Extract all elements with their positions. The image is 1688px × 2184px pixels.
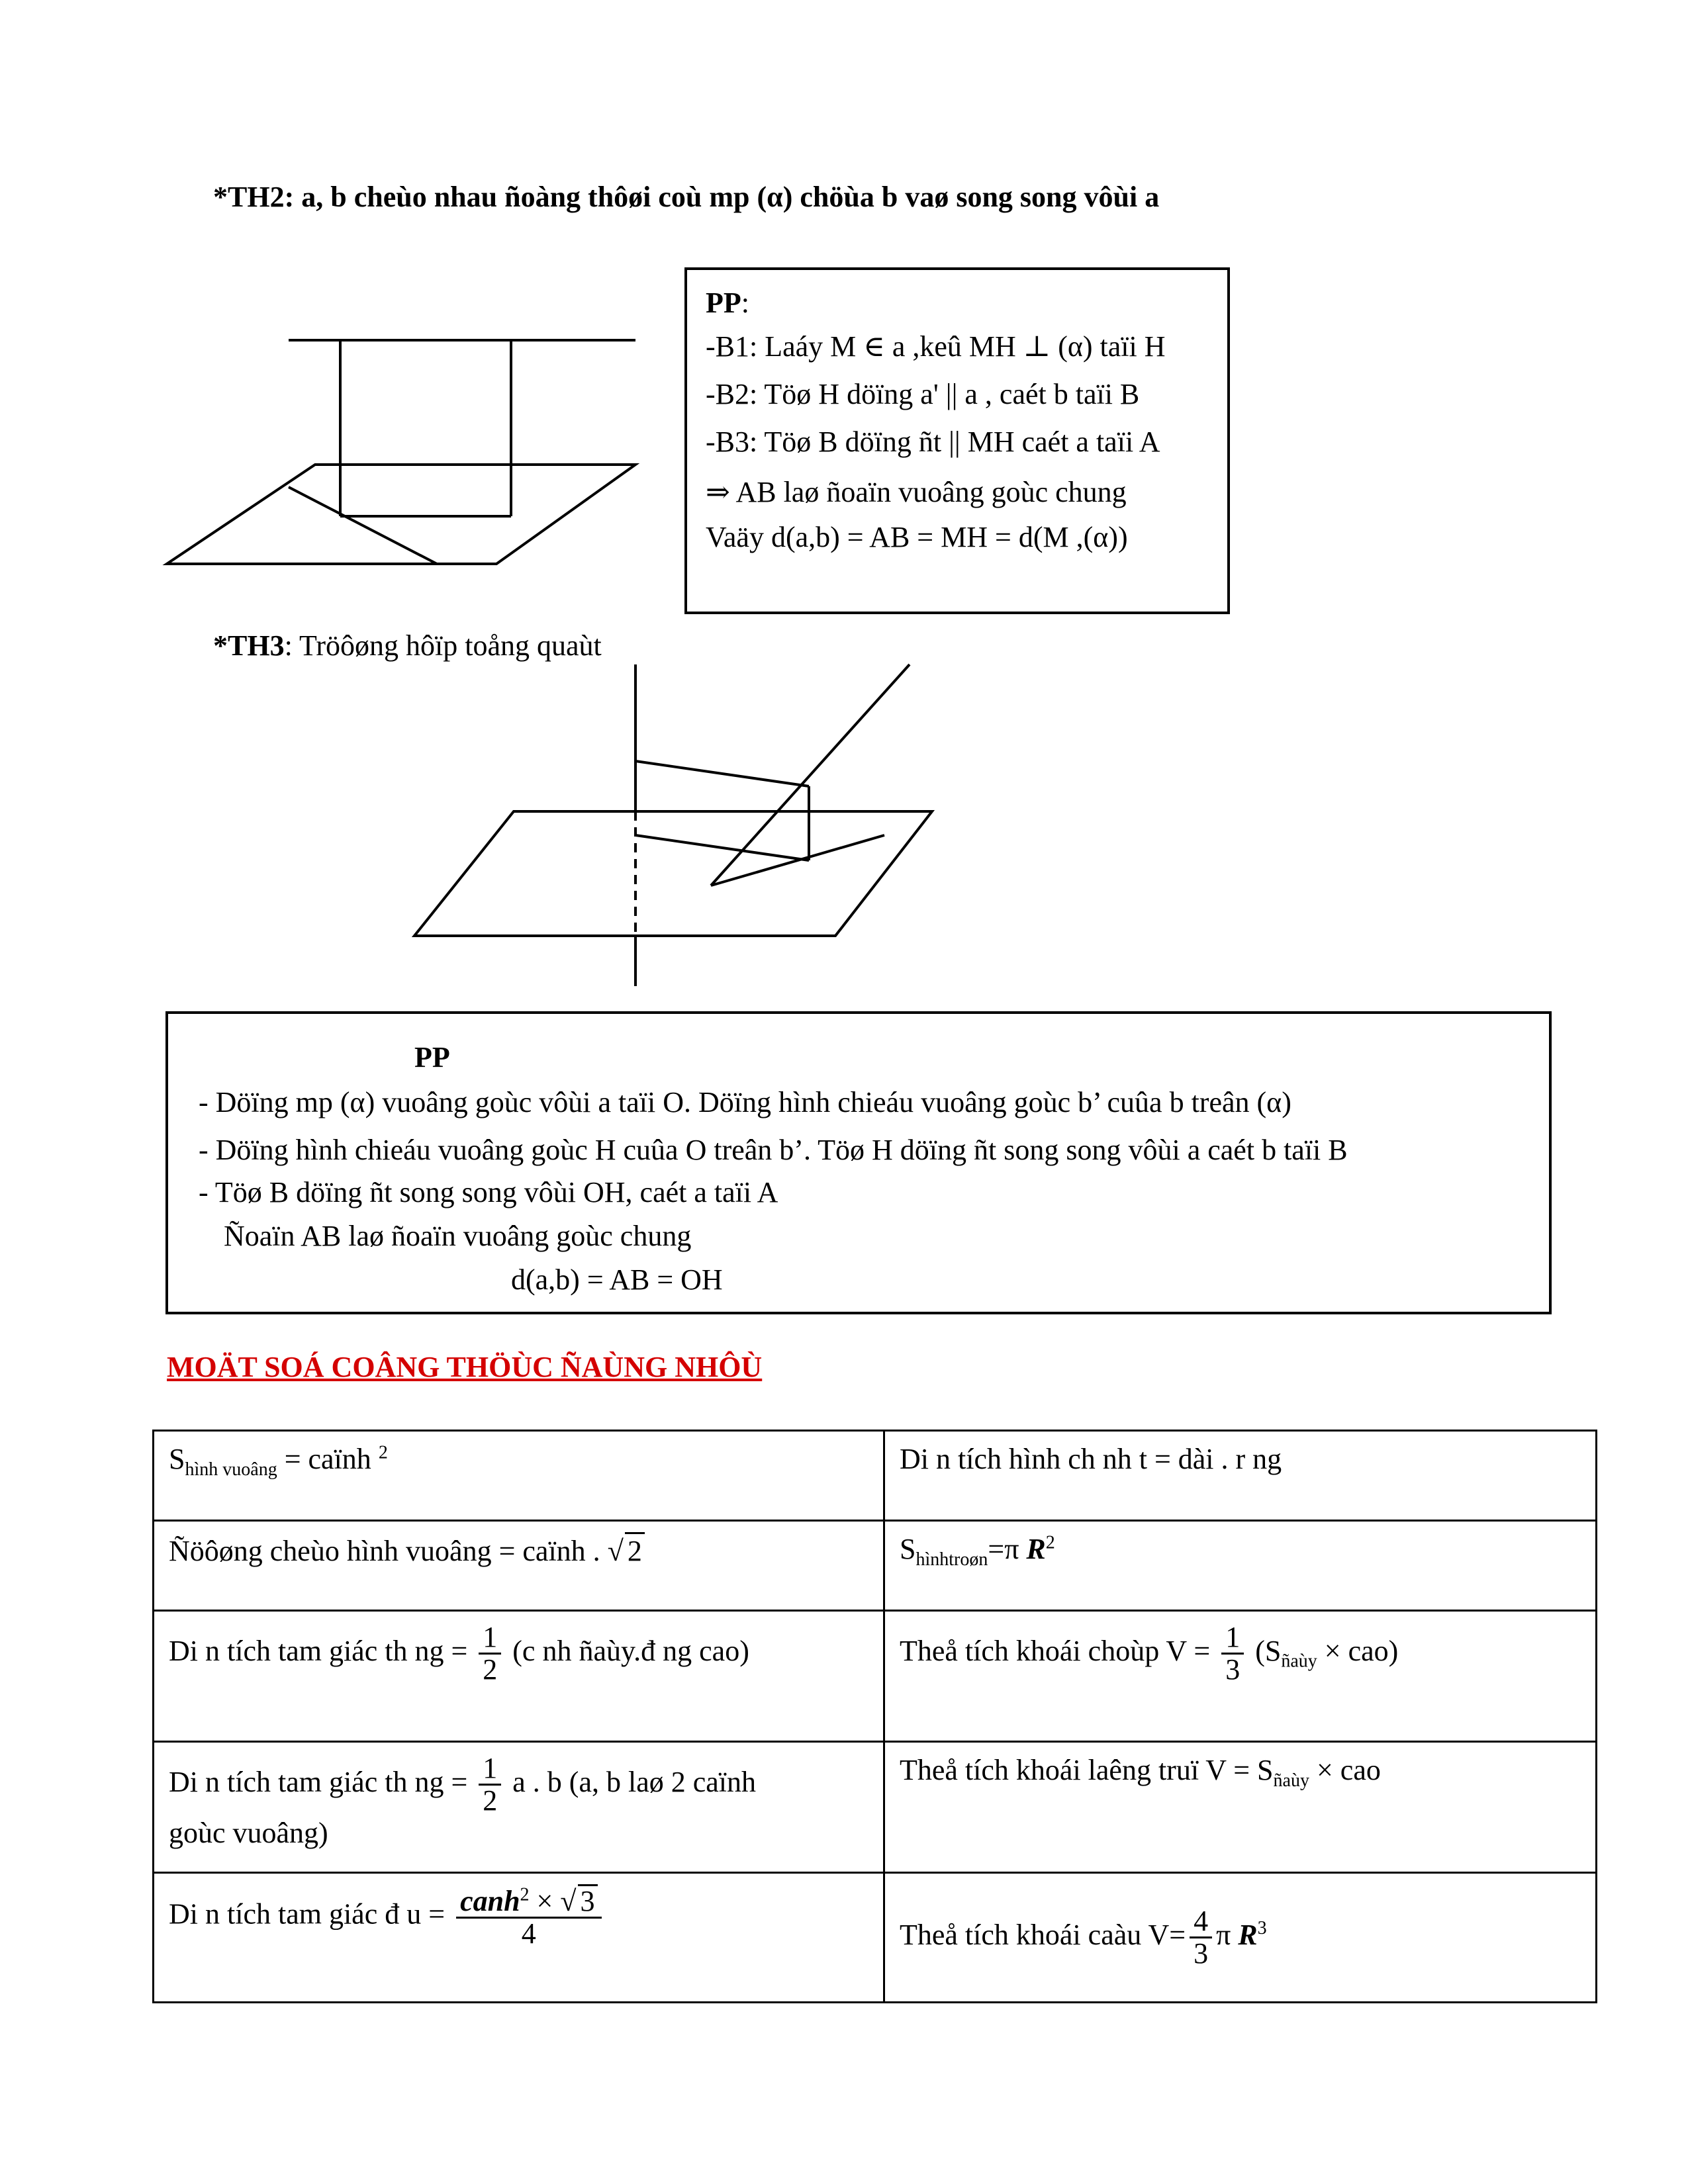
th2-plane [167,465,635,564]
th2-pp-colon: : [741,287,749,319]
cell-square-area [154,1431,884,1521]
cell-text: Theå tích khoái choùp V = [900,1634,1218,1667]
fraction [1221,1622,1244,1685]
cell-circle-area [884,1521,1597,1611]
th3-heading-bold: *TH3 [213,629,285,662]
cell-text: Di n tích hình ch nh t = dài . r ng [900,1443,1282,1475]
table-row [154,1873,1597,2003]
sqrt-icon: √ [607,1535,624,1567]
cell-right-triangle-area [154,1742,884,1873]
fraction [479,1622,501,1685]
cell-text: a . b (a, b laø 2 caïnh [505,1765,757,1798]
cell-text: S [169,1443,185,1475]
cell-text: goùc vuoâng) [169,1817,328,1850]
fraction [479,1753,501,1816]
cell-sqrt-value: 3 [578,1884,598,1917]
cell-text: (S [1248,1634,1282,1667]
sqrt-icon: √ [560,1885,577,1917]
th2-conclusion: ⇒ AB laø ñoaïn vuoâng goùc chung [706,476,1127,508]
cell-text: S [900,1533,916,1565]
th2-heading: *TH2: a, b cheùo nhau ñoàng thôøi coù mp (α) chöùa b vaø song song vôùi a [213,181,1160,213]
cell-sub: ñaùy [1281,1651,1317,1672]
formulas-table [152,1430,1597,2003]
cell-text: Theå tích khoái caàu V= [900,1918,1186,1951]
th2-step-b3: -B3: Töø B döïng ñt || MH caét a taïi A [706,426,1160,458]
cell-text: × cao [1309,1754,1381,1786]
cell-sup: 2 [378,1442,388,1463]
cell-text: × cao) [1317,1634,1399,1667]
th3-line-b [711,664,910,886]
th3-distance: d(a,b) = AB = OH [511,1263,723,1296]
fraction-num [456,1884,601,1919]
cell-text: × [529,1885,561,1917]
cell-text: Di n tích tam giác th ng = [169,1765,475,1798]
cell-text: Theå tích khoái laêng truï V = S [900,1754,1274,1786]
cell-prism-volume [884,1742,1597,1873]
cell-sup: 2 [520,1884,530,1905]
fraction-den: 3 [1194,1937,1209,1970]
fraction-num: 4 [1190,1906,1212,1938]
fraction-den: 2 [483,1653,498,1686]
fraction-num: 1 [479,1753,501,1786]
fraction-den: 2 [483,1784,498,1817]
cell-square-diagonal [154,1521,884,1611]
fraction [456,1884,601,1949]
th2-line-b [289,487,437,564]
th2-pp-title [706,286,749,320]
table-row [154,1742,1597,1873]
th3-plane [414,811,932,936]
th2-step-b2: -B2: Töø H döïng a' || a , caét b taïi B [706,378,1140,410]
th3-line-ab-top [635,761,809,786]
th3-pp-title: PP [414,1041,450,1073]
cell-sub: hình vuoâng [185,1459,277,1480]
th2-step-b1: -B1: Laáy M ∈ a ,keû MH ⊥ (α) taïi H [706,330,1166,363]
cell-canh: canh [460,1885,520,1917]
cell-text: Ñöôøng cheùo hình vuoâng = caïnh . [169,1535,608,1567]
th3-conclusion: Ñoaïn AB laø ñoaïn vuoâng goùc chung [224,1220,692,1252]
cell-equilateral-triangle-area [154,1873,884,2003]
table-row [154,1521,1597,1611]
cell-text: (c nh ñaùy.đ ng cao) [505,1634,749,1667]
th3-step-2: - Döïng hình chieáu vuoâng goùc H cuûa O treân b’. Töø H döïng ñt song song vôùi a caét b taïi B [199,1134,1348,1166]
cell-sqrt-value: 2 [625,1532,645,1568]
cell-sub: hìnhtroøn [915,1549,988,1570]
fraction-num: 1 [479,1622,501,1655]
cell-text: Di n tích tam giác th ng = [169,1634,475,1667]
cell-text: Di n tích tam giác đ u = [169,1897,453,1931]
th3-step-3: - Töø B döïng ñt song song vôùi OH, caét a taïi A [199,1176,778,1208]
fraction-den: 4 [521,1917,536,1950]
cell-sphere-volume [884,1873,1597,2003]
th3-line-ab-bottom [635,835,809,860]
cell-text: π [1216,1918,1239,1951]
fraction-num: 1 [1221,1622,1244,1655]
th3-step-1: - Döïng mp (α) vuoâng goùc vôùi a taïi O. Döïng hình chieáu vuoâng goùc b’ cuûa b treân (α) [199,1086,1291,1118]
cell-text: =π [988,1533,1027,1565]
cell-rectangle-area [884,1431,1597,1521]
cell-sub: ñaùy [1273,1770,1309,1791]
th2-pp-label: PP [706,287,741,319]
cell-sup: 2 [1045,1532,1055,1553]
table-row [154,1431,1597,1521]
cell-radius: R [1026,1533,1046,1565]
cell-radius: R [1238,1918,1258,1951]
th3-heading [213,629,602,662]
cell-sup: 3 [1257,1917,1267,1938]
formulas-title: MOÄT SOÁ COÂNG THÖÙC ÑAÙNG NHÔÙ [167,1351,763,1383]
th3-heading-rest: : Tröôøng hôïp toång quaùt [284,629,602,662]
cell-triangle-area [154,1611,884,1742]
cell-text: = caïnh [277,1443,379,1475]
cell-pyramid-volume [884,1611,1597,1742]
fraction-den: 3 [1225,1653,1241,1686]
th2-distance: Vaäy d(a,b) = AB = MH = d(M ,(α)) [706,521,1128,553]
table-row [154,1611,1597,1742]
fraction [1190,1906,1212,1969]
th3-line-bprime [711,835,884,886]
